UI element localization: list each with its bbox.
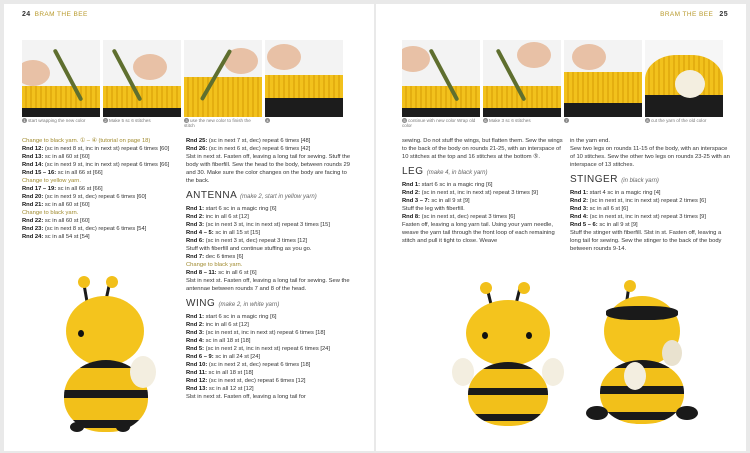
- right-column: [186, 137, 356, 401]
- leg-heading: LEG (make 4, in black yarn): [402, 166, 488, 177]
- pattern-round: [186, 369, 356, 377]
- pattern-round: [186, 329, 356, 337]
- pattern-round: [22, 145, 182, 153]
- round-label: Rnd 13:: [186, 386, 208, 392]
- round-instructions: sc in all 18 st [18]: [206, 370, 254, 376]
- step-photos: [402, 40, 723, 117]
- pattern-round: [186, 269, 356, 277]
- round-instructions: Change to yellow yarn.: [22, 178, 81, 184]
- pattern-note: [402, 205, 564, 213]
- photo-caption-2: 2 Make 5 sc 6 stitches: [104, 118, 151, 123]
- round-label: Rnd 23:: [22, 226, 44, 232]
- step-photo-3: [184, 40, 262, 117]
- body-pattern-column: [22, 137, 182, 241]
- round-label: Rnd 2:: [186, 214, 205, 220]
- round-label: Rnd 3:: [186, 330, 205, 336]
- round-instructions: in the yarn end.: [570, 138, 610, 144]
- left-column: [402, 137, 564, 245]
- round-instructions: sc in all 66 st [66]: [56, 170, 103, 176]
- leg-sewing-text: [570, 137, 730, 169]
- round-instructions: dec 6 times [6]: [204, 254, 244, 260]
- wing-pattern: [186, 313, 356, 401]
- round-label: Rnd 10:: [186, 362, 208, 368]
- round-instructions: sc in all 24 st [24]: [213, 354, 261, 360]
- pattern-round: [186, 353, 356, 361]
- round-label: Rnd 11:: [186, 370, 207, 376]
- pattern-round: [570, 189, 730, 197]
- round-instructions: (sc in next 2 st, dec) repeat 6 times [18]: [207, 362, 311, 368]
- round-instructions: (sc in next st, inc in next st) repeat 3 times [9]: [420, 190, 538, 196]
- pattern-round: [186, 137, 356, 145]
- pattern-round: [22, 161, 182, 169]
- antenna-heading: ANTENNA (make 2, start in yellow yarn): [186, 190, 317, 201]
- round-instructions: (sc in next st, inc in next st) repeat 2 times [6]: [588, 198, 706, 204]
- round-label: Rnd 24:: [22, 234, 44, 240]
- round-instructions: (sc in next st, inc in next st) repeat 6 times [18]: [204, 330, 326, 336]
- pattern-round: [186, 361, 356, 369]
- pattern-round: [22, 217, 182, 225]
- pattern-round: [186, 313, 356, 321]
- round-instructions: sc in all 15 st [15]: [213, 230, 261, 236]
- pattern-round: [186, 229, 356, 237]
- round-instructions: (sc in next st, dec) repeat 6 times [12]: [207, 378, 306, 384]
- photo-caption-5: 5 continue with new color Wrap old color: [402, 118, 476, 128]
- round-instructions: start 4 sc in a magic ring [4]: [588, 190, 661, 196]
- pattern-round: [22, 185, 182, 193]
- running-head: 24 BRAM THE BEE: [22, 11, 88, 18]
- pattern-round: [570, 205, 730, 213]
- round-label: Rnd 3:: [570, 206, 589, 212]
- pattern-round: [186, 253, 356, 261]
- stinger-pattern: [570, 189, 730, 253]
- round-instructions: (sc in next 3 st, dec) repeat 3 times [12]: [204, 238, 308, 244]
- round-label: Rnd 25:: [186, 138, 208, 144]
- pattern-note: [186, 277, 356, 293]
- round-label: Rnd 8 – 11:: [186, 270, 217, 276]
- round-instructions: start 6 sc in a magic ring [6]: [420, 182, 493, 188]
- pattern-round: [186, 377, 356, 385]
- stinger-heading: STINGER (in black yarn): [570, 174, 659, 185]
- round-instructions: Change to black yarn.: [186, 262, 243, 268]
- round-label: Rnd 1:: [402, 182, 421, 188]
- pattern-round: [22, 193, 182, 201]
- pattern-round: [22, 233, 182, 241]
- step-photos: [22, 40, 343, 117]
- round-instructions: (sc in next 6 st, dec) repeat 6 times [42]: [207, 146, 311, 152]
- round-instructions: Sew two legs on rounds 11-15 of the body, with an interspace of 10 stitches. Sew the other two legs on rounds 23-25 with an interspace of 13 stitches.: [570, 146, 730, 168]
- pattern-round: [186, 321, 356, 329]
- pattern-round: [22, 153, 182, 161]
- round-label: Rnd 3:: [186, 222, 205, 228]
- bee-photo-side: [50, 276, 170, 436]
- round-instructions: sc in all 6 st [6]: [588, 206, 628, 212]
- round-instructions: inc in all 6 st [12]: [204, 214, 249, 220]
- step-photo-1: [22, 40, 100, 117]
- pattern-round: [570, 213, 730, 221]
- pattern-note: [186, 153, 356, 185]
- round-instructions: (sc in next 3 st, inc in next st) repeat 3 times [15]: [204, 222, 331, 228]
- wing-heading: WING (make 2, in white yarn): [186, 298, 280, 309]
- pattern-round: [402, 197, 564, 205]
- pattern-round: [402, 213, 564, 221]
- round-instructions: sc in all 18 st [18]: [204, 338, 251, 344]
- pattern-round: [186, 145, 356, 153]
- round-instructions: Stuff the stinger with fiberfill. Slst in st. Fasten off, leaving a long tail for sewing. Sew the stinger to the back of the body between rounds 9-14.: [570, 230, 722, 252]
- step-photo-4: [265, 40, 343, 117]
- round-instructions: (sc in next 8 st, inc in next st) repeat 6 times [60]: [43, 146, 170, 152]
- round-instructions: inc in all 6 st [12]: [204, 322, 249, 328]
- round-instructions: sewing. Do not stuff the wings, but flatten them. Sew the wings to the back of the body on rounds 21-25, with an interspace of 10 stitches at the top and 16 stitches at the bottom ⑤.: [402, 138, 563, 160]
- pattern-round: [186, 345, 356, 353]
- step-photo-8: [645, 40, 723, 117]
- round-instructions: sc in all 60 st [60]: [43, 154, 90, 160]
- round-instructions: (sc in next st, inc in next st) repeat 3 times [9]: [588, 214, 706, 220]
- round-label: Rnd 6 – 9:: [186, 354, 214, 360]
- pattern-note: [570, 145, 730, 169]
- round-label: Rnd 4 – 5:: [186, 230, 214, 236]
- round-instructions: sc in all 54 st [54]: [43, 234, 90, 240]
- round-instructions: (sc in next 9 st, dec) repeat 6 times [60]: [43, 194, 147, 200]
- left-page: [4, 4, 374, 451]
- photo-caption-8: 8 cut the yarn of the old color: [646, 118, 707, 123]
- round-instructions: Slst in next st. Fasten off, leaving a long tail for sewing. Sew the antennae between rounds 7 and 8 of the head.: [186, 278, 350, 292]
- round-label: Rnd 2:: [402, 190, 421, 196]
- bee-photo-back: [588, 280, 698, 432]
- pattern-round: [22, 169, 182, 177]
- pattern-note: [186, 393, 356, 401]
- round-instructions: (sc in next st, dec) repeat 3 times [6]: [420, 214, 516, 220]
- pattern-note: [570, 229, 730, 253]
- photo-caption-4: 4: [266, 118, 269, 123]
- wing-sewing-text: [402, 137, 564, 161]
- round-instructions: (sc in next 7 st, dec) repeat 6 times [48]: [207, 138, 311, 144]
- pattern-round: [22, 201, 182, 209]
- round-label: Rnd 20:: [22, 194, 44, 200]
- bee-photo-front: [458, 282, 558, 432]
- round-instructions: start 6 sc in a magic ring [6]: [204, 206, 277, 212]
- round-instructions: Stuff with fiberfill and continue stuffing as you go.: [186, 246, 312, 252]
- round-instructions: Slst in next st. Fasten off, leaving a long tail for sewing. Stuff the body with fiberfill. Sew the head to the body, between rounds 29 and 30. Make sure the color changes on the body are facing to the back.: [186, 154, 351, 184]
- body-finishing-text: [186, 137, 356, 185]
- round-instructions: (sc in next 9 st, inc in next st) repeat 6 times [66]: [43, 162, 170, 168]
- step-photo-7: [564, 40, 642, 117]
- pattern-round: [186, 337, 356, 345]
- pattern-round: [186, 385, 356, 393]
- pattern-round: [186, 205, 356, 213]
- running-head: BRAM THE BEE 25: [660, 11, 728, 18]
- pattern-note: [186, 261, 356, 269]
- photo-caption-3: 3 use the new color to finish the stitch: [184, 118, 251, 128]
- round-instructions: Change to black yarn. ① – ④ (tutorial on page 18): [22, 138, 151, 144]
- pattern-note: [570, 137, 730, 145]
- round-instructions: sc in all 60 st [60]: [43, 218, 90, 224]
- round-instructions: sc in all 12 st [12]: [207, 386, 254, 392]
- round-label: Rnd 5 – 6:: [570, 222, 598, 228]
- round-instructions: Fasten off, leaving a long yarn tail. Using your yarn needle, weave the yarn tail through the front loop of each remaining stitch and pull it tight to close. Weave: [402, 222, 555, 244]
- pattern-round: [186, 213, 356, 221]
- round-label: Rnd 15 – 16:: [22, 170, 57, 176]
- round-instructions: (sc in next 2 st, inc in next st) repeat 6 times [24]: [204, 346, 331, 352]
- round-instructions: sc in all 66 st [66]: [56, 186, 103, 192]
- round-instructions: Stuff the leg with fiberfill.: [402, 206, 465, 212]
- round-label: Rnd 2:: [186, 322, 205, 328]
- pattern-note: [402, 137, 564, 161]
- leg-pattern: [402, 181, 564, 245]
- round-instructions: (sc in next 8 st, dec) repeat 6 times [54]: [43, 226, 147, 232]
- round-label: Rnd 12:: [22, 146, 44, 152]
- photo-caption-6: 6 Make 3 sc 6 stitches: [484, 118, 531, 123]
- round-label: Rnd 6:: [186, 238, 205, 244]
- photo-caption-1: 1 start wrapping the new color: [23, 118, 86, 123]
- pattern-round: [570, 221, 730, 229]
- pattern-round: [186, 221, 356, 229]
- pattern-note: [186, 245, 356, 253]
- round-instructions: sc in all 6 st [6]: [216, 270, 257, 276]
- round-instructions: sc in all 60 st [60]: [43, 202, 90, 208]
- antenna-pattern: [186, 205, 356, 293]
- round-label: Rnd 4:: [570, 214, 589, 220]
- round-label: Rnd 3 – 7:: [402, 198, 430, 204]
- pattern-note: [22, 209, 182, 217]
- round-instructions: sc in all 9 st [9]: [597, 222, 638, 228]
- step-photo-6: [483, 40, 561, 117]
- pattern-round: [186, 237, 356, 245]
- round-instructions: sc in all 9 st [9]: [429, 198, 470, 204]
- round-label: Rnd 5:: [186, 346, 205, 352]
- round-label: Rnd 22:: [22, 218, 44, 224]
- right-page: [376, 4, 746, 451]
- round-label: Rnd 12:: [186, 378, 208, 384]
- round-instructions: Change to black yarn.: [22, 210, 79, 216]
- pattern-note: [22, 177, 182, 185]
- round-label: Rnd 26:: [186, 146, 208, 152]
- pattern-round: [570, 197, 730, 205]
- right-column: [570, 137, 730, 253]
- pattern-note: [22, 137, 182, 145]
- round-label: Rnd 4:: [186, 338, 205, 344]
- step-photo-2: [103, 40, 181, 117]
- pattern-round: [22, 225, 182, 233]
- round-label: Rnd 7:: [186, 254, 205, 260]
- round-label: Rnd 14:: [22, 162, 44, 168]
- round-label: Rnd 17 – 19:: [22, 186, 57, 192]
- round-label: Rnd 1:: [186, 206, 205, 212]
- pattern-round: [402, 189, 564, 197]
- round-label: Rnd 21:: [22, 202, 44, 208]
- pattern-note: [402, 221, 564, 245]
- round-label: Rnd 2:: [570, 198, 589, 204]
- round-label: Rnd 8:: [402, 214, 421, 220]
- step-photo-5: [402, 40, 480, 117]
- round-label: Rnd 1:: [570, 190, 589, 196]
- photo-caption-7: 7: [565, 118, 568, 123]
- pattern-round: [402, 181, 564, 189]
- round-label: Rnd 1:: [186, 314, 205, 320]
- round-instructions: Slst in next st. Fasten off, leaving a long tail for: [186, 394, 306, 400]
- round-label: Rnd 13:: [22, 154, 44, 160]
- round-instructions: start 6 sc in a magic ring [6]: [204, 314, 277, 320]
